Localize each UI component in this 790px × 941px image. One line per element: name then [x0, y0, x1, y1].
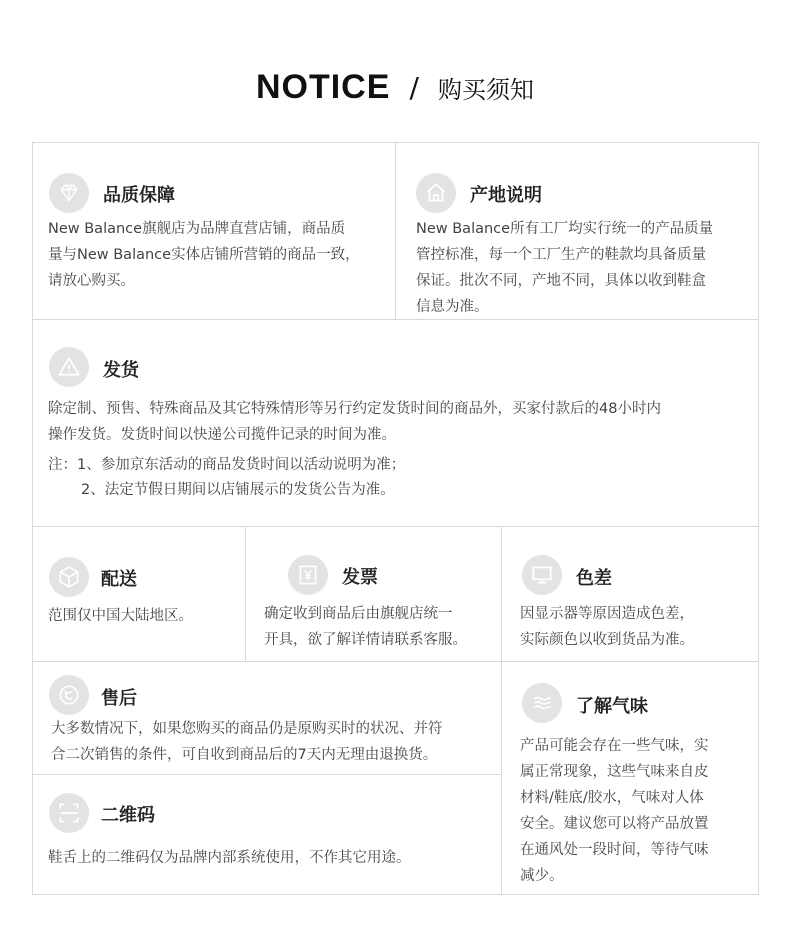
- invoice-text: 确定收到商品后由旗舰店统一 开具，欲了解详情请联系客服。: [264, 606, 467, 648]
- seven-days-icon: [49, 675, 89, 715]
- origin-section: [395, 142, 759, 320]
- color-title: 色差: [576, 568, 612, 589]
- notice-header: [0, 68, 790, 107]
- warning-icon: [49, 347, 89, 387]
- quality-section: [32, 142, 396, 320]
- aftersale-title: 售后: [101, 688, 137, 709]
- delivery-title: 配送: [101, 569, 137, 590]
- shipping-note-1: 注：1、参加京东活动的商品发货时间以活动说明为准；: [48, 457, 406, 473]
- scan-icon: [49, 793, 89, 833]
- origin-title: 产地说明: [470, 185, 542, 206]
- qrcode-section: [32, 774, 502, 895]
- shipping-note-2: 2、法定节假日期间以店铺展示的发货公告为准。: [81, 482, 395, 498]
- smell-icon: [522, 683, 562, 723]
- color-text: 因显示器等原因造成色差， 实际颜色以收到货品为准。: [520, 606, 694, 648]
- smell-text: 产品可能会存在一些气味，实 属正常现象，这些气味来自皮 材料/鞋底/胶水，气味对人体 安全。建议您可以将产品放置 在通风处一段时间，等待气味 减少。: [520, 738, 709, 884]
- invoice-icon: [288, 555, 328, 595]
- quality-title: 品质保障: [103, 185, 175, 206]
- monitor-icon: [522, 555, 562, 595]
- invoice-section: [245, 526, 502, 662]
- shipping-title: 发货: [103, 360, 139, 381]
- quality-text: New Balance旗舰店为品牌直营店铺，商品质 量与New Balance实体店铺所营销的商品一致， 请放心购买。: [48, 221, 360, 289]
- qrcode-text: 鞋舌上的二维码仅为品牌内部系统使用，不作其它用途。: [48, 850, 411, 866]
- invoice-title: 发票: [342, 567, 378, 588]
- delivery-section: [32, 526, 246, 662]
- header-title-en: NOTICE: [255, 68, 391, 106]
- aftersale-text: 大多数情况下，如果您购买的商品仍是原购买时的状况、并符 合二次销售的条件，可自收到商品后的7天内无理由退换货。: [51, 721, 443, 763]
- box-icon: [49, 557, 89, 597]
- home-icon: [416, 173, 456, 213]
- smell-title: 了解气味: [576, 696, 648, 717]
- shipping-section: [32, 319, 759, 527]
- smell-section: [501, 661, 759, 895]
- origin-text: New Balance所有工厂均实行统一的产品质量 管控标准，每一个工厂生产的鞋款均具备质量 保证。批次不同，产地不同，具体以收到鞋盒 信息为准。: [416, 221, 714, 315]
- shipping-text: 除定制、预售、特殊商品及其它特殊情形等另行约定发货时间的商品外，买家付款后的48小时内 操作发货。发货时间以快递公司揽件记录的时间为准。: [48, 401, 661, 443]
- header-title-cn: 购买须知: [438, 76, 535, 104]
- delivery-text: 范围仅中国大陆地区。: [48, 608, 193, 624]
- aftersale-section: [32, 661, 502, 775]
- color-section: [501, 526, 759, 662]
- header-slash: /: [409, 71, 419, 104]
- qrcode-title: 二维码: [101, 805, 155, 826]
- diamond-icon: [49, 173, 89, 213]
